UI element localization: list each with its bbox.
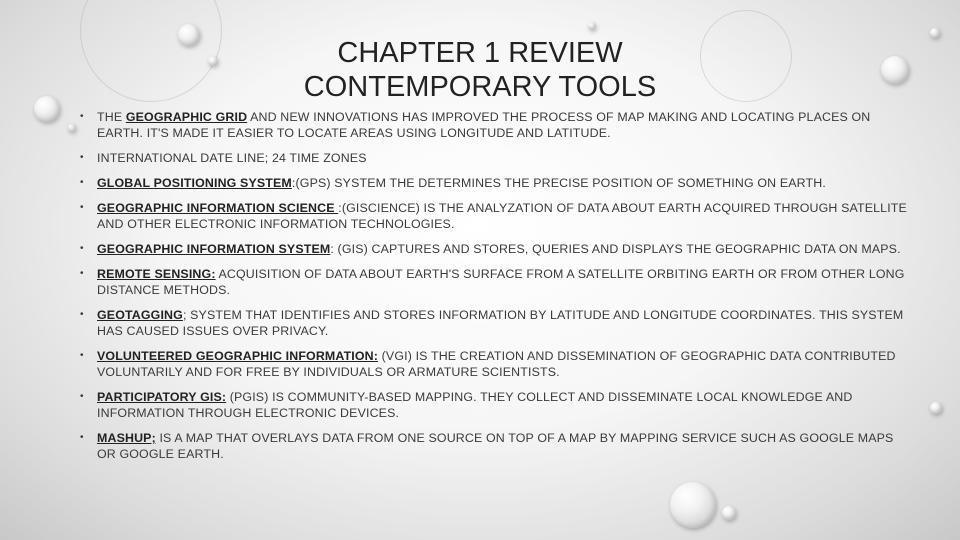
droplet-decoration <box>881 56 909 84</box>
bullet-icon: • <box>80 111 84 122</box>
bullet-item <box>80 348 910 380</box>
bullet-list <box>80 109 910 471</box>
bullet-term: GEOGRAPHIC GRID <box>125 110 248 124</box>
bullet-term: GEOGRAPHIC INFORMATION SYSTEM <box>97 242 331 256</box>
bullet-item <box>80 175 910 191</box>
bullet-text: ; SYSTEM THAT IDENTIFIES AND STORES INFORMATION BY LATITUDE AND LONGITUDE COORDINATES. THIS SYSTEM HAS CAUSED ISSUES OVER PRIVACY. <box>97 308 904 338</box>
bullet-text: INTERNATIONAL DATE LINE; 24 TIME ZONES <box>97 151 367 165</box>
bullet-text: :(GPS) SYSTEM THE DETERMINES THE PRECISE POSITION OF SOMETHING ON EARTH. <box>291 176 826 190</box>
bullet-text: IS A MAP THAT OVERLAYS DATA FROM ONE SOURCE ON TOP OF A MAP BY MAPPING SERVICE SUCH AS GOOGLE MAPS OR GOOGLE EARTH. <box>97 431 894 461</box>
droplet-decoration <box>722 506 736 520</box>
bullet-text: AND NEW INNOVATIONS HAS IMPROVED THE PROCESS OF MAP MAKING AND LOCATING PLACES ON EARTH. IT'S MADE IT EASIER TO LOCATE AREAS USING LONGITUDE AND LATITUDE. <box>97 110 871 140</box>
droplet-decoration <box>34 96 60 122</box>
droplet-decoration <box>670 482 716 528</box>
droplet-decoration <box>208 56 218 66</box>
bullet-text: ACQUISITION OF DATA ABOUT EARTH'S SURFACE FROM A SATELLITE ORBITING EARTH OR FROM OTHER LONG DISTANCE METHODS. <box>97 267 905 297</box>
droplet-decoration <box>68 124 76 132</box>
droplet-decoration <box>178 24 200 46</box>
bullet-item: • THE GEOGRAPHIC GRID AND NEW INNOVATIONS HAS IMPROVED THE PROCESS OF MAP MAKING AND LOCATING PLACES ON EARTH. IT'S MADE IT EASIER TO LOCATE AREAS USING LONGITUDE AND LATITUDE. <box>80 110 871 140</box>
title-line-2: CONTEMPORARY TOOLS <box>303 71 657 103</box>
bullet-item <box>80 266 910 298</box>
bullet-icon: • <box>80 432 84 443</box>
bullet-term: VOLUNTEERED GEOGRAPHIC INFORMATION: <box>97 349 379 363</box>
droplet-decoration <box>588 22 596 30</box>
bullet-term: GEOTAGGING <box>97 308 183 322</box>
bullet-term: GLOBAL POSITIONING SYSTEM <box>97 176 292 190</box>
bullet-text: (PGIS) IS COMMUNITY-BASED MAPPING. THEY COLLECT AND DISSEMINATE LOCAL KNOWLEDGE AND INFORMATION THROUGH ELECTRONIC DEVICES. <box>97 390 853 420</box>
bullet-icon: • <box>80 391 84 402</box>
bullet-item <box>80 430 910 462</box>
bullet-term: MASHUP; <box>97 431 156 445</box>
bullet-icon: • <box>80 202 84 213</box>
bullet-text: :(GISCIENCE) IS THE ANALYZATION OF DATA ABOUT EARTH ACQUIRED THROUGH SATELLITE AND OTHER ELECTRONIC INFORMATION TECHNOLOGIES. <box>97 201 907 231</box>
bullet-term: GEOGRAPHIC INFORMATION SCIENCE <box>97 201 339 215</box>
bullet-term: REMOTE SENSING: <box>97 267 216 281</box>
bullet-item <box>80 150 910 166</box>
bullet-icon: • <box>80 350 84 361</box>
droplet-ring-decoration <box>80 0 222 102</box>
bullet-text: (VGI) IS THE CREATION AND DISSEMINATION OF GEOGRAPHIC DATA CONTRIBUTED VOLUNTARILY AND FOR FREE BY INDIVIDUALS OR ARMATURE SCIENTISTS. <box>97 349 896 379</box>
bullet-term: PARTICIPATORY GIS: <box>97 390 227 404</box>
bullet-item <box>80 389 910 421</box>
bullet-text: : (GIS) CAPTURES AND STORES, QUERIES AND DISPLAYS THE GEOGRAPHIC DATA ON MAPS. <box>330 242 901 256</box>
bullet-icon: • <box>80 177 84 188</box>
bullet-item <box>80 307 910 339</box>
bullet-item <box>80 241 910 257</box>
bullet-item <box>80 200 910 232</box>
bullet-icon: • <box>80 309 84 320</box>
slide-title <box>240 36 720 104</box>
droplet-decoration <box>930 402 942 414</box>
bullet-icon: • <box>80 268 84 279</box>
title-line-1: CHAPTER 1 REVIEW <box>337 37 623 69</box>
bullet-icon: • <box>80 152 84 163</box>
bullet-icon: • <box>80 243 84 254</box>
droplet-decoration <box>930 28 940 38</box>
